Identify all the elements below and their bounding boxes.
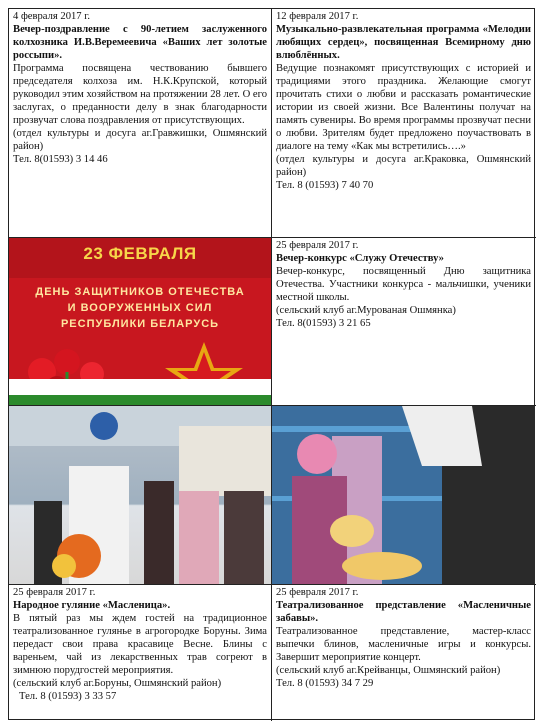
event-cell-boruny [9,585,271,721]
column-divider [271,9,272,721]
event-date: 25 февраля 2017 г. [276,587,359,598]
banner-background [9,238,271,405]
event-cell-murovanaya-oshmyanka [272,238,535,405]
event-description: Театрализованное представление, мастер-класс выпечки блинов, масленичные игры и конкурсы. Завершит мероприятие концерт. [276,626,531,663]
event-phone: Тел. 8(01593) 3 14 46 [13,154,108,165]
event-cell-gravzhishki [9,9,271,237]
maslenitsa-photo-borunyi [9,406,271,584]
event-title: Вечер-поздравление с 90-летием заслуженного колхозника И.В.Веремеевича «Ваших лет золотые россыпи». [13,24,267,61]
event-title: Музыкально-развлекательная программа «Мелодии любящих сердец», посвященная Всемирному дню влюблённых. [276,24,531,61]
event-description: Ведущие познакомят присутствующих с историей и традициями этого праздника. Желающие смогут прочитать стихи о любви и рассказать романтические истории из своей жизни. Все Валентины получат на память сувениры. Во время программы прозвучат песни о любви. Зрителям будет предложено поучаствовать в диалоге на тему «Как мы встретились….» [276,63,531,152]
event-cell-krakovka [272,9,535,237]
event-date: 12 февраля 2017 г. [276,11,359,22]
event-organizer: (отдел культуры и досуга аг.Гравжишки, Ошмянский район) [13,128,267,152]
banner-line: И ВООРУЖЕННЫХ СИЛ [67,302,213,314]
event-organizer: (сельский клуб аг.Мурованая Ошмянка) [276,305,456,316]
maslenitsa-photo-kreivantsy [272,406,535,584]
festival-crowd-photo [9,406,271,584]
event-organizer: (сельский клуб аг.Боруны, Ошмянский район) [13,678,222,689]
event-title: Театрализованное представление «Масленичные забавы». [276,600,531,624]
event-phone: Тел. 8 (01593) 3 33 57 [19,691,117,702]
event-description: Вечер-конкурс, посвященный Дню защитника Отечества. Участники конкурса - мальчишки, ученики местной школы. [276,266,531,303]
event-date: 25 февраля 2017 г. [13,587,96,598]
banner-ribbon-green [9,395,271,405]
row-divider [9,584,536,585]
event-phone: Тел. 8 (01593) 7 40 70 [276,180,374,191]
events-table [8,8,535,720]
event-description: Программа посвящена чествованию бывшего председателя колхоза им. Н.К.Крупской, который руководил этим хозяйством на протяжении 28 лет. О его заслугах, о преданности делу в знак благодарности прозвучат слова поздравления от присутствующих. [13,63,267,126]
event-organizer: (отдел культуры и досуга аг.Краковка, Ошмянский район) [276,154,531,178]
banner-line: РЕСПУБЛИКИ БЕЛАРУСЬ [60,318,220,330]
row-divider [9,405,536,406]
event-title: Народное гуляние «Масленица». [13,600,171,611]
row-divider [9,237,536,238]
banner-line: ДЕНЬ ЗАЩИТНИКОВ ОТЕЧЕСТВА [35,286,245,298]
banner-date: 23 ФЕВРАЛЯ [83,244,197,263]
event-organizer: (сельский клуб аг.Крейванцы, Ошмянский район) [276,665,501,676]
event-date: 4 февраля 2017 г. [13,11,91,22]
holiday-banner-image [9,238,271,405]
event-phone: Тел. 8 (01593) 34 7 29 [276,678,374,689]
event-cell-kreivantsy [272,585,535,721]
event-date: 25 февраля 2017 г. [276,240,359,251]
event-title: Вечер-конкурс «Служу Отечеству» [276,253,444,264]
event-description: В пятый раз мы ждем гостей на традиционное театрализованное гулянье в агрогородке Боруны. Зима передаст свои права красавице Весне. Блины с вареньем, чай из лекарственных трав согреют в зимнюю порудгостей мероприятия. [13,613,267,676]
event-phone: Тел. 8(01593) 3 21 65 [276,318,371,329]
pancake-girl-photo [272,406,535,584]
